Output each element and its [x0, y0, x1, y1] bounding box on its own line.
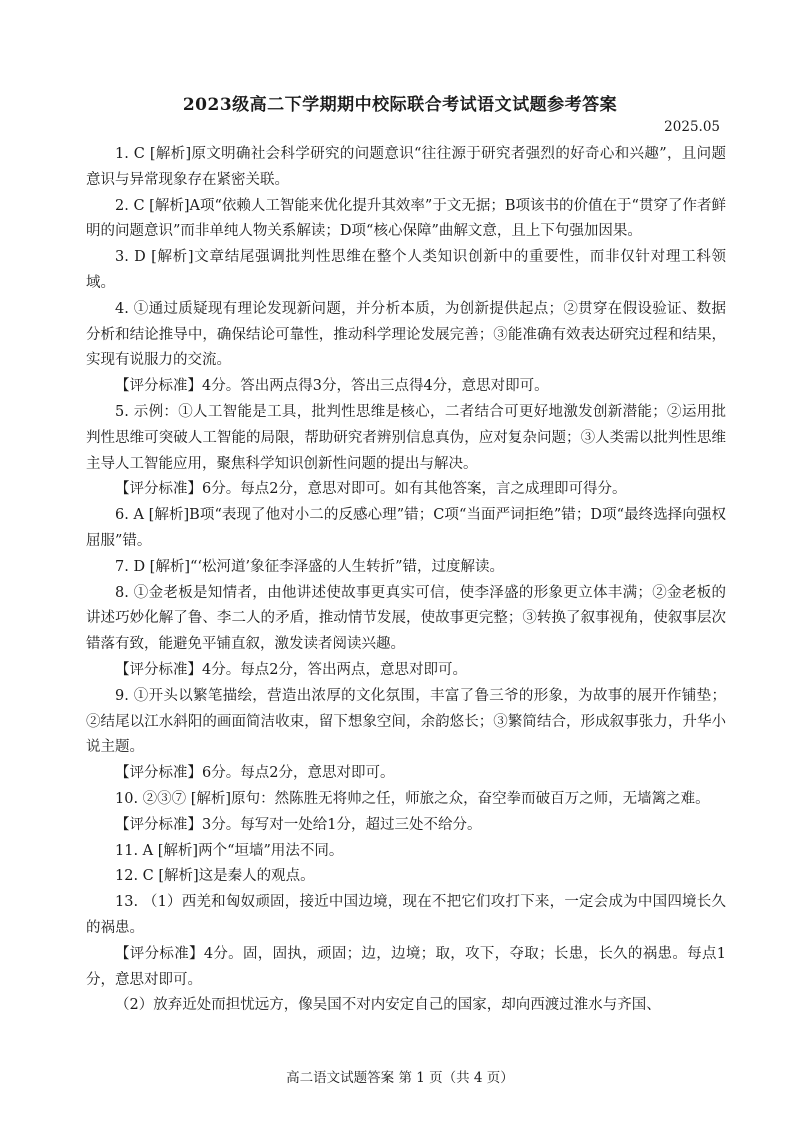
answer-5: 5. 示例：①人工智能是工具，批判性思维是核心，二者结合可更好地激发创新潜能；②运用批判性思维可突破人工智能的局限，帮助研究者辨别信息真伪，应对复杂问题；③人类需以批判性思维主导人工智能应用，聚焦科学知识创新性问题的提出与解决。 — [86, 403, 726, 472]
answer-11: 11. A [解析]两个“垣墙”用法不同。 — [115, 842, 344, 859]
scoring-10: 【评分标准】3分。每写对一处给1分，超过三处不给分。 — [115, 816, 482, 833]
scoring-9: 【评分标准】6分。每点2分，意思对即可。 — [115, 765, 395, 782]
answer-body — [86, 142, 726, 1019]
answer-7: 7. D [解析]“‘松河道’象征李泽盛的人生转折”错，过度解读。 — [115, 558, 505, 575]
answer-6: 6. A [解析]B项“表现了他对小二的反感心理”错；C项“当面严词拒绝”错；D项“最终选择向强权屈服”错。 — [86, 507, 726, 549]
document-date: 2025.05 — [664, 119, 720, 135]
scoring-5: 【评分标准】6分。每点2分，意思对即可。如有其他答案，言之成理即可得分。 — [115, 481, 627, 498]
answer-2: 2. C [解析]A项“依赖人工智能来优化提升其效率”于文无据；B项该书的价值在于“贯穿了作者鲜明的问题意识”而非单纯人物关系解读；D项“核心保障”曲解文意，且上下句强加因果。 — [86, 197, 726, 240]
answer-13-2: （2）放弃近处而担忧远方，像吴国不对内安定自己的国家，却向西渡过淮水与齐国、 — [115, 997, 661, 1014]
answer-4: 4. ①通过质疑现有理论发现新问题，并分析本质，为创新提供起点；②贯穿在假设验证、数据分析和结论推导中，确保结论可靠性，推动科学理论发展完善；③能准确有效表达研究过程和结果，实现有说服力的交流。 — [86, 300, 726, 369]
scoring-8: 【评分标准】4分。每点2分，答出两点，意思对即可。 — [115, 661, 467, 678]
answer-10: 10. ②③⑦ [解析]原句：然陈胜无将帅之任，师旅之众，奋空拳而破百万之师，无墙篱之难。 — [115, 790, 710, 807]
answer-12: 12. C [解析]这是秦人的观点。 — [115, 868, 315, 885]
document-title: 2023级高二下学期期中校际联合考试语文试题参考答案 — [182, 95, 618, 115]
page-footer: 高二语文试题答案 第 1 页（共 4 页） — [286, 1070, 514, 1086]
answer-3: 3. D [解析]文章结尾强调批判性思维在整个人类知识创新中的重要性，而非仅针对理工科领域。 — [86, 249, 726, 291]
answer-13-1: 13. （1）西羌和匈奴顽固，接近中国边境，现在不把它们攻打下来，一定会成为中国四境长久的祸患。 — [86, 894, 726, 936]
answer-8: 8. ①金老板是知情者，由他讲述使故事更真实可信，使李泽盛的形象更立体丰满；②金老板的讲述巧妙化解了鲁、李二人的矛盾，推动情节发展，使故事更完整；③转换了叙事视角，使叙事层次错落有致，能避免平铺直叙，激发读者阅读兴趣。 — [86, 584, 726, 653]
scoring-13-1: 【评分标准】4分。固，固执，顽固；边，边境；取，攻下，夺取；长患，长久的祸患。每点1分，意思对即可。 — [86, 945, 726, 988]
answer-9: 9. ①开头以繁笔描绘，营造出浓厚的文化氛围，丰富了鲁三爷的形象，为故事的展开作铺垫；②结尾以江水斜阳的画面简洁收束，留下想象空间，余韵悠长；③繁简结合，形成叙事张力，升华小说主题。 — [86, 687, 726, 756]
answer-1: 1. C [解析]原文明确社会科学研究的问题意识“往往源于研究者强烈的好奇心和兴趣”，且问题意识与异常现象存在紧密关联。 — [86, 146, 726, 188]
scoring-4: 【评分标准】4分。答出两点得3分，答出三点得4分，意思对即可。 — [115, 378, 549, 395]
